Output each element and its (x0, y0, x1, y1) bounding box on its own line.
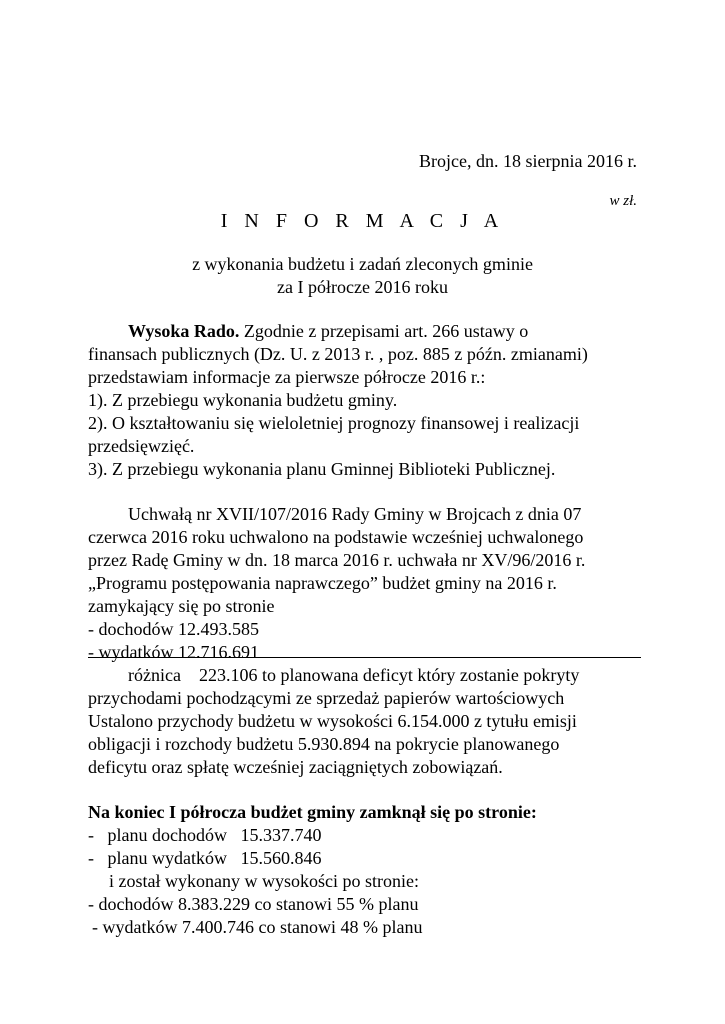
resolution-line-4: „Programu postępowania naprawczego” budżet gminy na 2016 r. (88, 573, 557, 593)
summary-heading: Na koniec I półrocza budżet gminy zamknął się po stronie: (88, 802, 537, 822)
summary-plan-income: - planu dochodów 15.337.740 (88, 825, 322, 845)
document-subtitle-1: z wykonania budżetu i zadań zleconych gminie (192, 254, 533, 274)
summary-exec-income: - dochodów 8.383.229 co stanowi 55 % planu (88, 894, 419, 914)
intro-item-1: 1). Z przebiegu wykonania budżetu gminy. (88, 390, 398, 410)
resolution-line-1: Uchwałą nr XVII/107/2016 Rady Gminy w Brojcach z dnia 07 (128, 504, 582, 524)
unit-note: w zł. (609, 193, 637, 209)
document-subtitle-2: za I półrocze 2016 roku (277, 277, 448, 297)
difference-line: różnica 223.106 to planowana deficyt który zostanie pokryty (128, 665, 580, 685)
intro-line-1 (128, 320, 528, 342)
intro-line-1-rest: Zgodnie z przepisami art. 266 ustawy o (239, 321, 529, 341)
place-date: Brojce, dn. 18 sierpnia 2016 r. (419, 151, 637, 171)
resolution-line-2: czerwca 2016 roku uchwalono na podstawie wcześniej uchwalonego (88, 527, 584, 547)
intro-line-2: finansach publicznych (Dz. U. z 2013 r. , poz. 885 z późn. zmianami) (88, 344, 588, 364)
sum-rule (88, 657, 641, 658)
intro-item-2b: przedsięwzięć. (88, 436, 195, 456)
planned-income: - dochodów 12.493.585 (88, 619, 259, 639)
difference-line-3: Ustalono przychody budżetu w wysokości 6.154.000 z tytułu emisji (88, 711, 577, 731)
summary-exec-expenses: - wydatków 7.400.746 co stanowi 48 % planu (92, 917, 423, 937)
salutation: Wysoka Rado. (128, 321, 240, 341)
difference-line-2: przychodami pochodzącymi ze sprzedaż papierów wartościowych (88, 688, 565, 708)
resolution-line-5: zamykający się po stronie (88, 596, 275, 616)
intro-item-2a: 2). O kształtowaniu się wieloletniej prognozy finansowej i realizacji (88, 413, 580, 433)
difference-line-5: deficytu oraz spłatę wcześniej zaciągniętych zobowiązań. (88, 757, 503, 777)
difference-line-4: obligacji i rozchody budżetu 5.930.894 na pokrycie planowanego (88, 734, 560, 754)
summary-executed: i został wykonany w wysokości po stronie: (109, 871, 419, 891)
intro-line-3: przedstawiam informacje za pierwsze półrocze 2016 r.: (88, 367, 486, 387)
document-title: I N F O R M A C J A (220, 210, 505, 232)
planned-expenses: - wydatków 12.716.691 (88, 642, 259, 662)
resolution-line-3: przez Radę Gminy w dn. 18 marca 2016 r. uchwała nr XV/96/2016 r. (88, 550, 586, 570)
summary-plan-expenses: - planu wydatków 15.560.846 (88, 848, 322, 868)
intro-item-3: 3). Z przebiegu wykonania planu Gminnej Biblioteki Publicznej. (88, 459, 556, 479)
